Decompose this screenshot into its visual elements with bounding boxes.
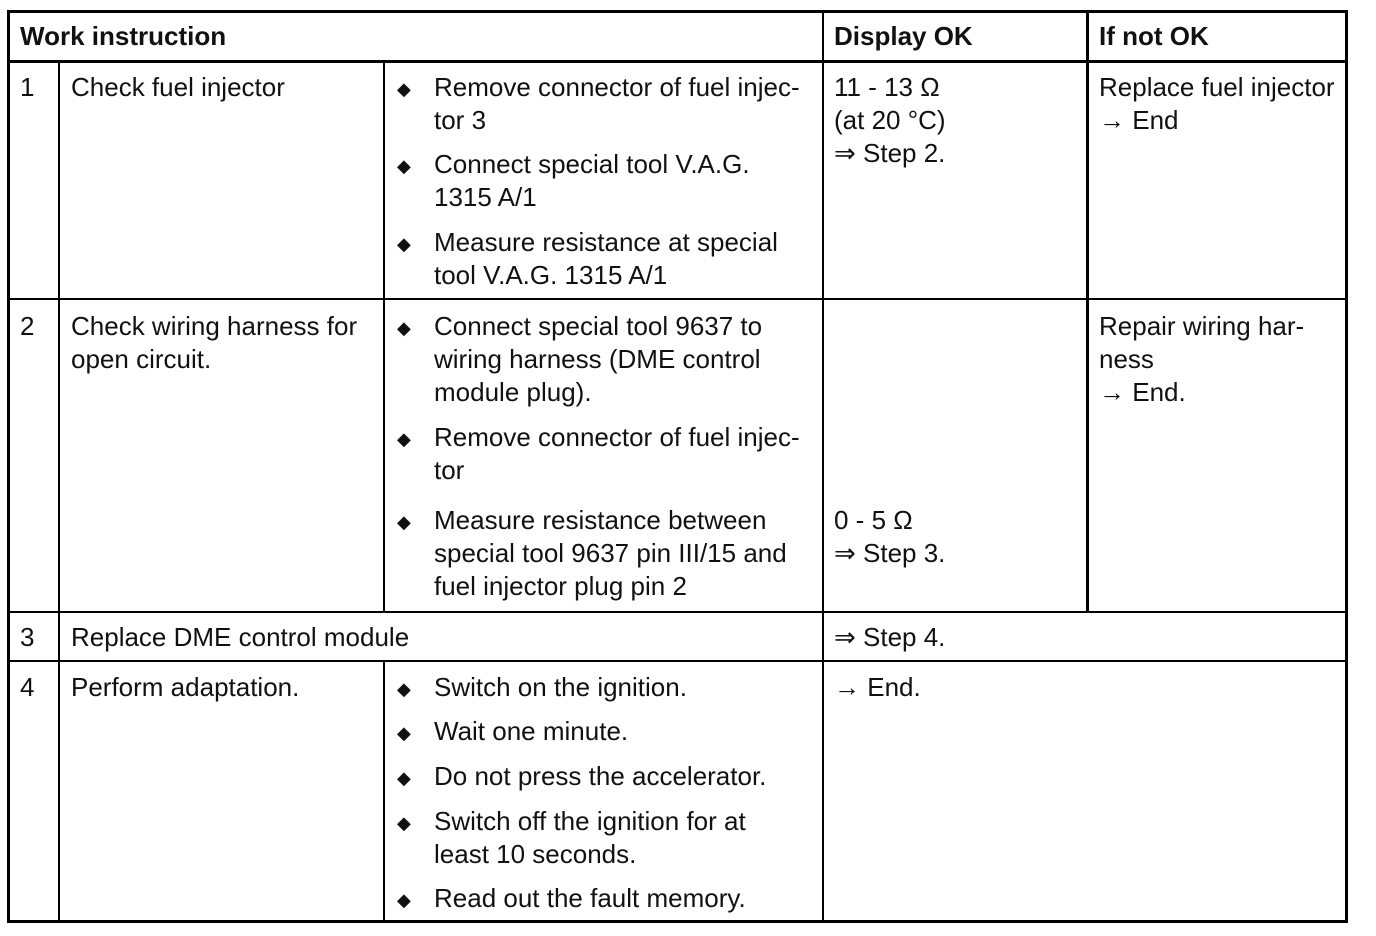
bullet-icon: ◆ xyxy=(397,79,411,99)
row-4-number: 4 xyxy=(20,672,35,702)
col-divider-display xyxy=(822,10,824,923)
row-3-number: 3 xyxy=(20,622,35,652)
bullet-icon: ◆ xyxy=(397,723,411,743)
row-1-step: Check fuel injector xyxy=(71,72,285,102)
row-4-bullet-1: Switch on the ignition. xyxy=(434,672,687,702)
row-4-bullet-4-line-2: least 10 seconds. xyxy=(434,839,637,869)
row-2-step-line-1: Check wiring harness for xyxy=(71,311,358,341)
row-1-number: 1 xyxy=(20,72,35,102)
bullet-icon: ◆ xyxy=(397,768,411,788)
row-3-step: Replace DME control module xyxy=(71,622,410,652)
col-divider-step-4 xyxy=(383,661,385,923)
row-1-display-ok-line-3: ⇒ Step 2. xyxy=(834,138,946,168)
row-1-bullet-2-line-1: Connect special tool V.A.G. xyxy=(434,149,750,179)
col-divider-step-1-2 xyxy=(383,61,385,612)
bullet-icon: ◆ xyxy=(397,234,411,254)
row-1-bullet-1-line-2: tor 3 xyxy=(434,105,487,135)
row-divider-1 xyxy=(7,298,1348,300)
table-border-left xyxy=(7,10,10,923)
bullet-icon: ◆ xyxy=(397,813,411,833)
bullet-icon: ◆ xyxy=(397,318,411,338)
row-2-bullet-1-line-3: module plug). xyxy=(434,377,592,407)
bullet-icon: ◆ xyxy=(397,429,411,449)
row-4-bullet-3: Do not press the accelerator. xyxy=(434,761,767,791)
row-4-bullet-5: Read out the fault memory. xyxy=(434,883,746,913)
table-border-bottom xyxy=(7,920,1348,923)
row-1-bullet-1-line-1: Remove connector of fuel injec- xyxy=(434,72,800,102)
row-2-bullet-1-line-1: Connect special tool 9637 to xyxy=(434,311,763,341)
row-1-bullet-2-line-2: 1315 A/1 xyxy=(434,182,537,212)
table-border-right xyxy=(1345,10,1348,923)
row-2-if-not-ok-line-1: Repair wiring har- xyxy=(1099,311,1305,341)
row-2-number: 2 xyxy=(20,311,35,341)
row-2-if-not-ok-line-3: → End. xyxy=(1099,377,1186,407)
row-1-display-ok-line-2: (at 20 °C) xyxy=(834,105,946,135)
row-1-bullet-3-line-1: Measure resistance at special xyxy=(434,227,778,257)
row-2-display-ok-line-2: ⇒ Step 3. xyxy=(834,538,946,568)
row-2-display-ok-line-1: 0 - 5 Ω xyxy=(834,505,913,535)
header-display-ok: Display OK xyxy=(834,21,973,51)
col-divider-num xyxy=(58,61,60,923)
table-border-top xyxy=(7,10,1348,13)
row-2-if-not-ok-line-2: ness xyxy=(1099,344,1154,374)
row-2-bullet-2-line-1: Remove connector of fuel injec- xyxy=(434,422,800,452)
row-1-if-not-ok-line-2: → End xyxy=(1099,105,1179,135)
bullet-icon: ◆ xyxy=(397,512,411,532)
row-4-bullet-4-line-1: Switch off the ignition for at xyxy=(434,806,746,836)
row-2-bullet-3-line-3: fuel injector plug pin 2 xyxy=(434,571,687,601)
row-2-bullet-2-line-2: tor xyxy=(434,455,465,485)
row-2-bullet-3-line-2: special tool 9637 pin III/15 and xyxy=(434,538,787,568)
row-divider-2 xyxy=(7,611,1348,613)
col-divider-notok xyxy=(1086,10,1089,612)
row-1-if-not-ok-line-1: Replace fuel injector xyxy=(1099,72,1335,102)
header-if-not-ok: If not OK xyxy=(1099,21,1209,51)
row-2-bullet-1-line-2: wiring harness (DME control xyxy=(434,344,761,374)
row-4-step: Perform adaptation. xyxy=(71,672,300,702)
row-1-display-ok-line-1: 11 - 13 Ω xyxy=(834,72,940,102)
row-4-bullet-2: Wait one minute. xyxy=(434,716,629,746)
row-2-bullet-3-line-1: Measure resistance between xyxy=(434,505,767,535)
header-divider xyxy=(7,60,1348,63)
bullet-icon: ◆ xyxy=(397,156,411,176)
row-divider-3 xyxy=(7,660,1348,662)
row-3-display-ok: ⇒ Step 4. xyxy=(834,622,946,652)
header-work-instruction: Work instruction xyxy=(20,21,227,51)
row-2-step-line-2: open circuit. xyxy=(71,344,212,374)
bullet-icon: ◆ xyxy=(397,679,411,699)
bullet-icon: ◆ xyxy=(397,890,411,910)
row-4-display-ok: → End. xyxy=(834,672,921,702)
row-1-bullet-3-line-2: tool V.A.G. 1315 A/1 xyxy=(434,260,668,290)
